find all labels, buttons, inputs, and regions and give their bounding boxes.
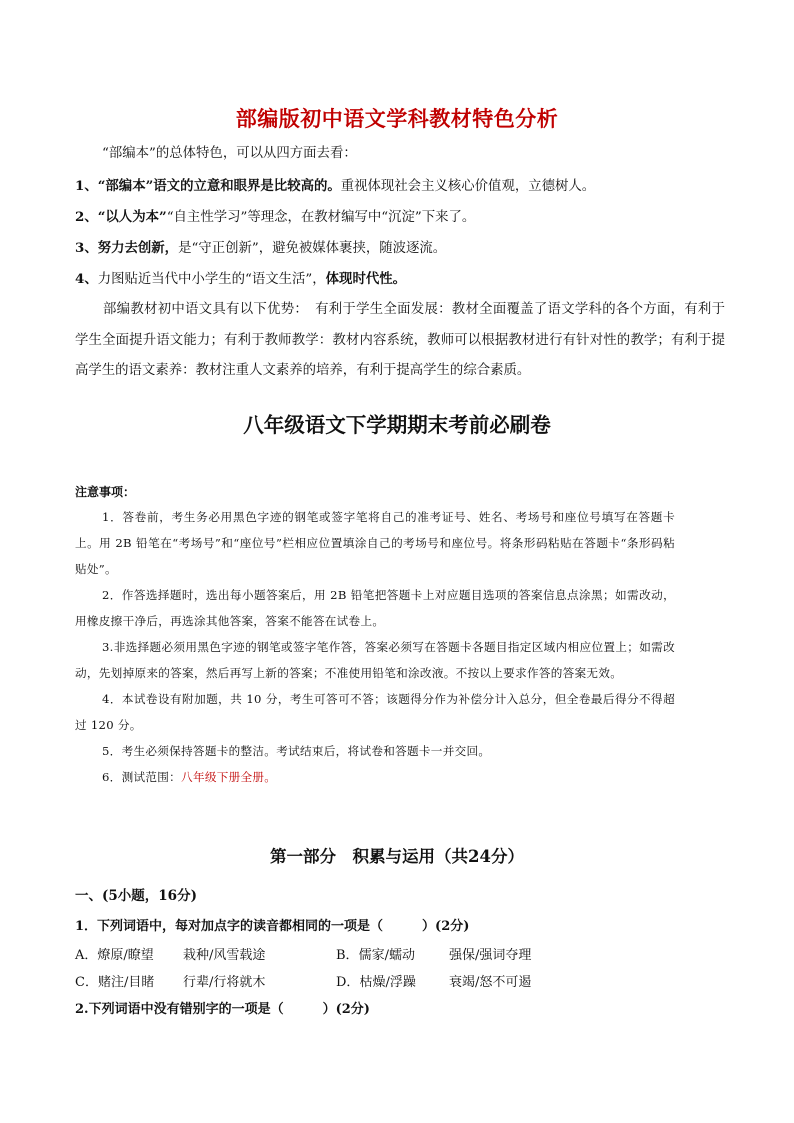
feature-1-text: 重视体现社会主义核心价值观，立德树人。 bbox=[340, 179, 596, 194]
feature-3 bbox=[75, 239, 725, 258]
option-pair-a: 枯燥/浮躁 bbox=[359, 975, 416, 990]
note-6-scope: 八年级下册全册。 bbox=[181, 770, 277, 784]
feature-2 bbox=[75, 208, 725, 227]
section-title: 第一部分 积累与运用（共24分） bbox=[270, 847, 524, 866]
note-item: 4．本试卷设有附加题，共 10 分，考生可答可不答；该题得分作为补偿分计入总分，但全卷最后得分不得超过 120 分。 bbox=[75, 692, 675, 732]
feature-3-label: 3、努力去创新， bbox=[75, 240, 179, 256]
note-6-prefix: 6．测试范围： bbox=[102, 770, 182, 784]
feature-3-text: 是“守正创新”，避免被媒体裹挟，随波逐流。 bbox=[178, 241, 447, 256]
feature-2-label: 2、“以人为本” bbox=[75, 209, 167, 225]
q1-option-c-b: 行辈/行将就木 bbox=[183, 975, 266, 990]
q1-option-b-b: 强保/强词夺理 bbox=[449, 948, 532, 963]
advantages-paragraph: 部编教材初中语文具有以下优势： 有利于学生全面发展：教材全面覆盖了语文学科的各个方面，有利于学生全面提升语文能力；有利于教师教学：教材内容系统，教师可以根据教材进行有针对性的教学；有利于提高学生的语文素养：教材注重人文素养的培养，有利于提高学生的综合素质。 bbox=[75, 302, 725, 378]
q1-option-a-b: 栽种/风雪载途 bbox=[183, 948, 266, 963]
option-key: B． bbox=[336, 948, 359, 963]
note-item: 5．考生必须保持答题卡的整洁。考试结束后，将试卷和答题卡一并交回。 bbox=[102, 744, 491, 758]
note-item: 2．作答选择题时，选出每小题答案后，用 2B 铅笔把答题卡上对应题目选项的答案信息点涂黑；如需改动，用橡皮擦干净后，再选涂其他答案，答案不能答在试卷上。 bbox=[75, 588, 675, 628]
q1-option-d bbox=[336, 971, 416, 990]
feature-4-text: 力图贴近当代中小学生的“语文生活”， bbox=[97, 272, 326, 287]
option-pair-a: 儒家/蠕动 bbox=[358, 948, 415, 963]
feature-4 bbox=[75, 270, 725, 289]
intro-line: “部编本”的总体特色，可以从四方面去看： bbox=[102, 146, 357, 161]
q1-option-c bbox=[75, 971, 154, 990]
notes-list bbox=[75, 504, 675, 790]
document-title-exam: 八年级语文下学期期末考前必刷卷 bbox=[243, 413, 551, 437]
option-key: D． bbox=[336, 975, 360, 990]
q1-option-d-b: 衰竭/怒不可遏 bbox=[449, 975, 532, 990]
option-pair-a: 赌注/目睹 bbox=[97, 975, 155, 990]
feature-1-label: 1、“部编本”语文的立意和眼界是比较高的。 bbox=[75, 178, 341, 194]
note-item bbox=[75, 764, 675, 790]
feature-2-text: “自主性学习”等理念，在教材编写中“沉淀”下来了。 bbox=[166, 210, 476, 225]
feature-1 bbox=[75, 177, 725, 196]
notes-heading: 注意事项： bbox=[75, 485, 136, 499]
part1-heading: 一、(5小题，16分) bbox=[75, 888, 197, 904]
option-pair-a: 燎原/瞭望 bbox=[97, 948, 154, 963]
feature-4-label2: 体现时代性。 bbox=[325, 271, 407, 287]
question-1: 1．下列词语中，每对加点字的读音都相同的一项是（ ）(2分) bbox=[75, 919, 470, 934]
option-key: C． bbox=[75, 975, 98, 990]
q1-option-b bbox=[336, 944, 415, 963]
document-title-red: 部编版初中语文学科教材特色分析 bbox=[235, 107, 559, 131]
note-item: 3.非选择题必须用黑色字迹的钢笔或签字笔作答，答案必须写在答题卡各题目指定区域内相应位置上；如需改动，先划掉原来的答案，然后再写上新的答案；不准使用铅笔和涂改液。不按以上要求作答的答案无效。 bbox=[75, 640, 675, 680]
q1-option-a bbox=[75, 944, 154, 963]
feature-4-label: 4、 bbox=[75, 271, 98, 287]
option-key: A． bbox=[75, 948, 98, 963]
note-item: 1．答卷前，考生务必用黑色字迹的钢笔或签字笔将自己的准考证号、姓名、考场号和座位号填写在答题卡上。用 2B 铅笔在“考场号”和“座位号”栏相应位置填涂自己的考场号和座位号。将条形码粘贴在答题卡“条形码粘贴处”。 bbox=[75, 510, 675, 576]
question-2: 2.下列词语中没有错别字的一项是（ ）(2分) bbox=[75, 1002, 370, 1017]
